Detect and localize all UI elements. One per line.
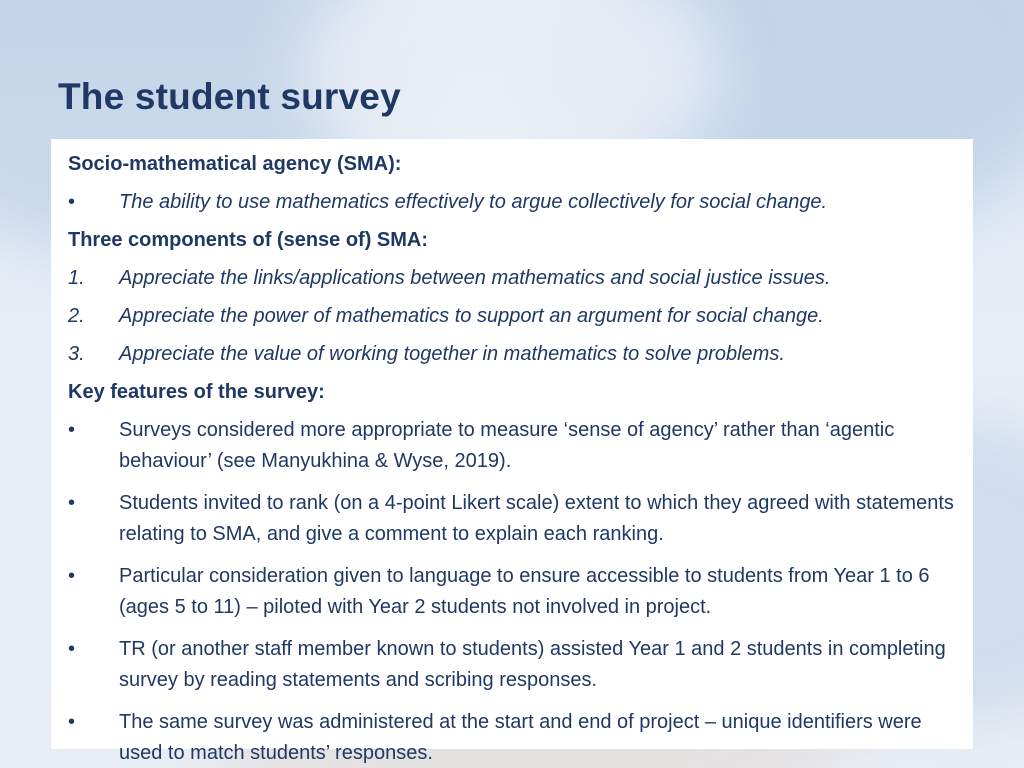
slide-title: The student survey: [58, 76, 401, 117]
components-heading: Three components of (sense of) SMA:: [68, 229, 429, 251]
feature-item: [68, 557, 957, 630]
feature-item: [68, 484, 957, 557]
sma-heading: Socio-mathematical agency (SMA):: [68, 153, 402, 175]
feature-item: [68, 411, 957, 484]
features-heading: Key features of the survey:: [68, 381, 325, 403]
feature-text: Particular consideration given to language to ensure accessible to students from Year 1 to 6 (ages 5 to 11) – piloted with Year 2 students not involved in project.: [119, 565, 930, 618]
sma-definition-item: [68, 183, 957, 221]
component-text: Appreciate the links/applications between mathematics and social justice issues.: [119, 267, 831, 289]
component-item: [68, 259, 957, 297]
number-marker: 2.: [68, 305, 85, 327]
feature-text: The same survey was administered at the start and end of project – unique identifiers were used to match students’ responses.: [119, 711, 922, 764]
component-text: Appreciate the value of working together in mathematics to solve problems.: [119, 343, 785, 365]
bullet-marker: •: [68, 492, 76, 514]
content-panel: [51, 139, 973, 764]
feature-item: [68, 630, 957, 703]
bullet-marker: •: [68, 711, 76, 733]
bullet-marker: •: [68, 565, 76, 587]
bullet-marker: •: [68, 419, 76, 441]
component-item: [68, 335, 957, 373]
bullet-marker: •: [68, 191, 76, 213]
number-marker: 3.: [68, 343, 85, 365]
feature-text: Students invited to rank (on a 4-point Likert scale) extent to which they agreed with statements relating to SMA, and give a comment to explain each ranking.: [119, 492, 954, 545]
number-marker: 1.: [68, 267, 85, 289]
sma-definition-text: The ability to use mathematics effectively to argue collectively for social change.: [119, 191, 828, 213]
feature-text: TR (or another staff member known to students) assisted Year 1 and 2 students in completing survey by reading statements and scribing responses.: [119, 638, 946, 691]
bullet-marker: •: [68, 638, 76, 660]
component-item: [68, 297, 957, 335]
component-text: Appreciate the power of mathematics to support an argument for social change.: [119, 305, 824, 327]
feature-item: [68, 703, 957, 768]
feature-text: Surveys considered more appropriate to measure ‘sense of agency’ rather than ‘agentic behaviour’ (see Manyukhina & Wyse, 2019).: [119, 419, 895, 472]
